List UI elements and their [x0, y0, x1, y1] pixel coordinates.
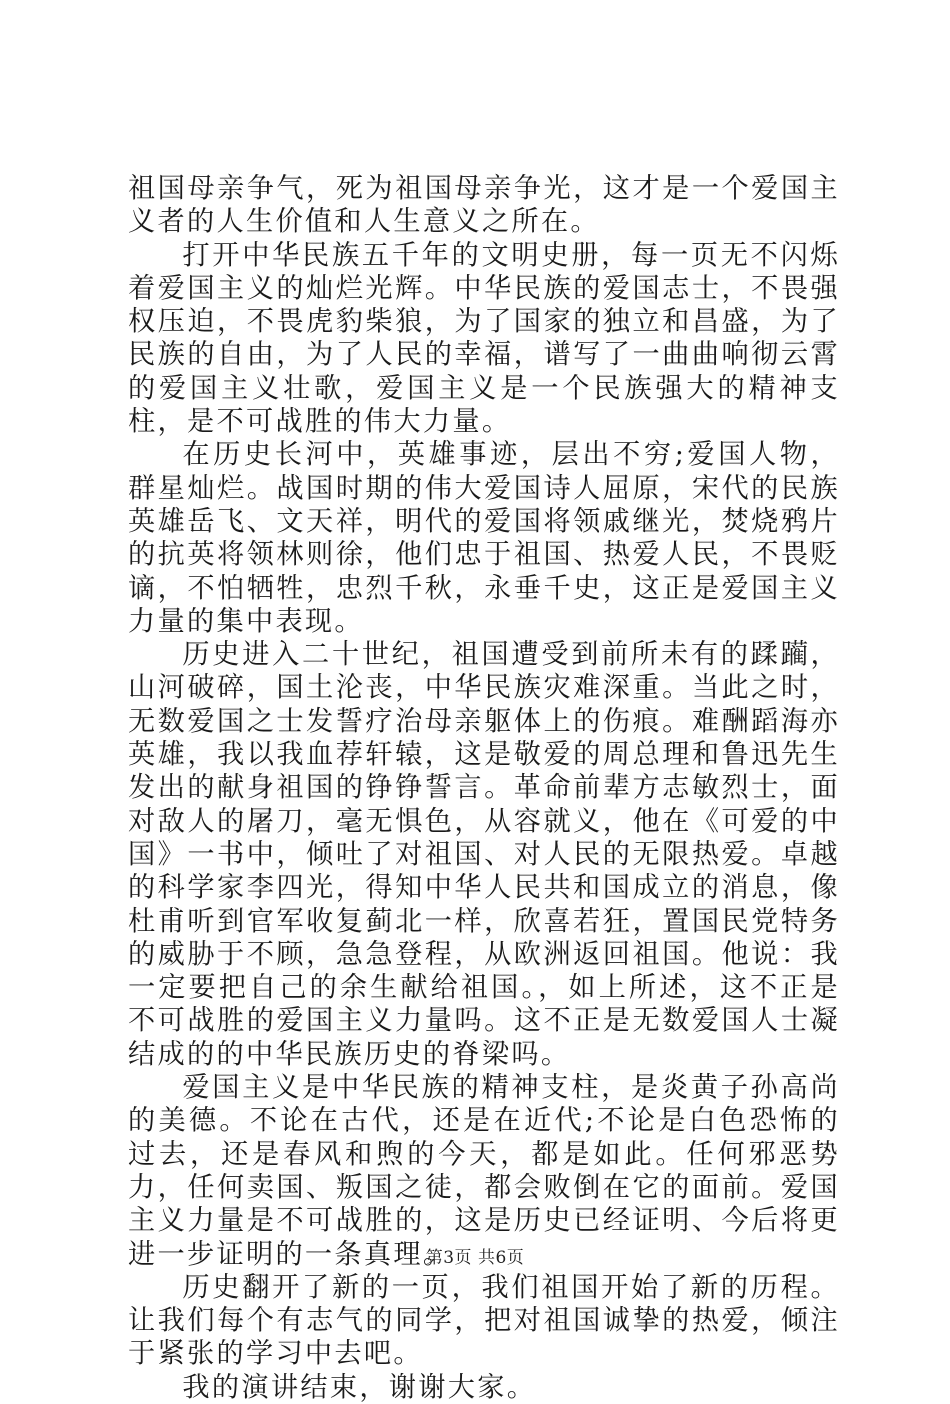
paragraph: 爱国主义是中华民族的精神支柱，是炎黄子孙高尚的美德。不论在古代，还是在近代;不论是白色恐怖的过去，还是春风和煦的今天，都是如此。任何邪恶势力，任何卖国、叛国之徒，都会败倒在它的面前。爱国主义力量是不可战胜的，这是历史已经证明、今后将更进一步证明的一条真理。: [128, 1072, 840, 1270]
paragraph: 我的演讲结束，谢谢大家。: [182, 1371, 537, 1403]
page-number-footer: 第3页 共6页: [425, 1248, 525, 1268]
paragraph: 打开中华民族五千年的文明史册，每一页无不闪烁着爱国主义的灿烂光辉。中华民族的爱国志士，不畏强权压迫，不畏虎豹柴狼，为了国家的独立和昌盛，为了民族的自由，为了人民的幸福，谱写了一曲曲响彻云霄的爱国主义壮歌，爱国主义是一个民族强大的精神支柱，是不可战胜的伟大力量。: [128, 239, 840, 438]
paragraph: 在历史长河中，英雄事迹，层出不穷;爱国人物，群星灿烂。战国时期的伟大爱国诗人屈原，宋代的民族英雄岳飞、文天祥，明代的爱国将领戚继光，焚烧鸦片的抗英将领林则徐，他们忠于祖国、热爱人民，不畏贬谪，不怕牺牲，忠烈千秋，永垂千史，这正是爱国主义力量的集中表现。: [128, 439, 840, 637]
document-body: [128, 172, 840, 1404]
paragraph: 历史进入二十世纪，祖国遭受到前所未有的蹂躏，山河破碎，国土沦丧，中华民族灾难深重。当此之时，无数爱国之士发誓疗治母亲躯体上的伤痕。难酬蹈海亦英雄，我以我血荐轩辕，这是敬爱的周总理和鲁迅先生发出的献身祖国的铮铮誓言。革命前辈方志敏烈士，面对敌人的屠刀，毫无惧色，从容就义，他在《可爱的中国》一书中，倾吐了对祖国、对人民的无限热爱。卓越的科学家李四光，得知中华人民共和国成立的消息，像杜甫听到官军收复蓟北一样，欣喜若狂，置国民党特务的威胁于不顾，急急登程，从欧洲返回祖国。他说：我一定要把自己的余生献给祖国。，如上所述，这不正是不可战胜的爱国主义力量吗。这不正是无数爱国人士凝结成的的中华民族历史的脊梁吗。: [128, 639, 840, 1070]
paragraph: 历史翻开了新的一页，我们祖国开始了新的历程。让我们每个有志气的同学，把对祖国诚挚的热爱，倾注于紧张的学习中去吧。: [128, 1271, 840, 1370]
paragraph: 祖国母亲争气，死为祖国母亲争光，这才是一个爱国主义者的人生价值和人生意义之所在。: [128, 173, 840, 238]
